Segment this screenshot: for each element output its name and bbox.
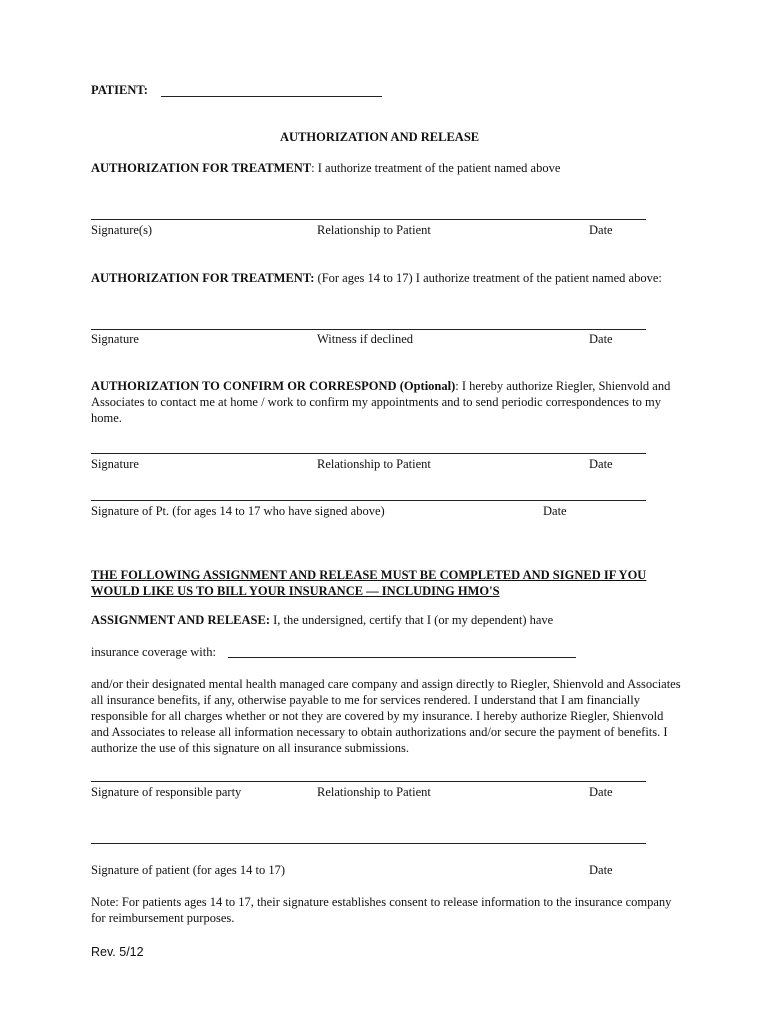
patient-signature-line[interactable] [91, 843, 646, 844]
minor-treatment-text: (For ages 14 to 17) I authorize treatment of the patient named above: [314, 271, 662, 285]
assignment-body: and/or their designated mental health managed care company and assign directly to Riegler, Shienvold and Associates all insurance benefits, if any, otherwise payable to me for services rendered. I understand that I am financially responsible for all charges whether or not they are covered by my insurance. I hereby authorize Riegler, Shienvold and Associates to release all information necessary to obtain authorizations and/or secure the payment of benefits. I authorize the use of this signature on all insurance submissions. [91, 677, 681, 755]
treatment-signature-line[interactable] [91, 219, 646, 220]
sig-label-date: Date [589, 785, 613, 799]
confirm-signature-line[interactable] [91, 453, 646, 454]
insurance-coverage-label: insurance coverage with: [91, 645, 216, 659]
page-title: AUTHORIZATION AND RELEASE [280, 130, 480, 144]
minor-treatment-authorization-text [91, 270, 671, 286]
sig-label-responsible-party: Signature of responsible party [91, 785, 242, 799]
assignment-release-text [91, 613, 553, 628]
patient-name-field[interactable] [161, 96, 382, 97]
insurance-coverage-field[interactable] [228, 657, 576, 658]
confirm-correspond-heading: AUTHORIZATION TO CONFIRM OR CORRESPOND (Optional) [91, 379, 456, 393]
revision-label: Rev. 5/12 [91, 945, 144, 959]
sig-label-date: Date [589, 223, 613, 237]
sig-label-date: Date [589, 863, 613, 877]
sig-label-minor-signature: Signature of Pt. (for ages 14 to 17 who have signed above) [91, 504, 385, 518]
sig-label-relationship: Relationship to Patient [317, 457, 431, 471]
treatment-authorization-text [91, 161, 560, 176]
sig-label-signature: Signature [91, 332, 139, 346]
billing-notice: THE FOLLOWING ASSIGNMENT AND RELEASE MUST BE COMPLETED AND SIGNED IF YOU WOULD LIKE US TO BILL YOUR INSURANCE — INCLUDING HMO'S [91, 568, 647, 598]
sig-label-date: Date [589, 457, 613, 471]
assignment-heading: ASSIGNMENT AND RELEASE: [91, 613, 270, 627]
note-text: Note: For patients ages 14 to 17, their signature establishes consent to release information to the insurance company for reimbursement purposes. [91, 895, 672, 925]
confirm-correspond-text [91, 378, 681, 426]
confirm-correspond-body: : I hereby authorize Riegler, Shienvold and Associates to contact me at home / work to confirm my appointments and to send periodic correspondences to my home. [91, 379, 671, 425]
minor-confirm-signature-line[interactable] [91, 500, 646, 501]
minor-treatment-heading: AUTHORIZATION FOR TREATMENT: [91, 271, 315, 285]
treatment-text: : I authorize treatment of the patient named above [311, 161, 561, 175]
assignment-text: I, the undersigned, certify that I (or my dependent) have [269, 613, 554, 627]
treatment-heading: AUTHORIZATION FOR TREATMENT [91, 161, 312, 175]
sig-label-patient: Signature of patient (for ages 14 to 17) [91, 863, 286, 877]
sig-label-date: Date [589, 332, 613, 346]
sig-label-relationship: Relationship to Patient [317, 223, 431, 237]
sig-label-relationship: Relationship to Patient [317, 785, 431, 799]
sig-label-signature: Signature [91, 457, 139, 471]
minor-treatment-signature-line[interactable] [91, 329, 646, 330]
sig-label-date: Date [543, 504, 567, 518]
patient-label: PATIENT: [91, 83, 148, 97]
sig-label-witness: Witness if declined [317, 332, 413, 346]
sig-label-signatures: Signature(s) [91, 223, 153, 237]
responsible-party-signature-line[interactable] [91, 781, 646, 782]
